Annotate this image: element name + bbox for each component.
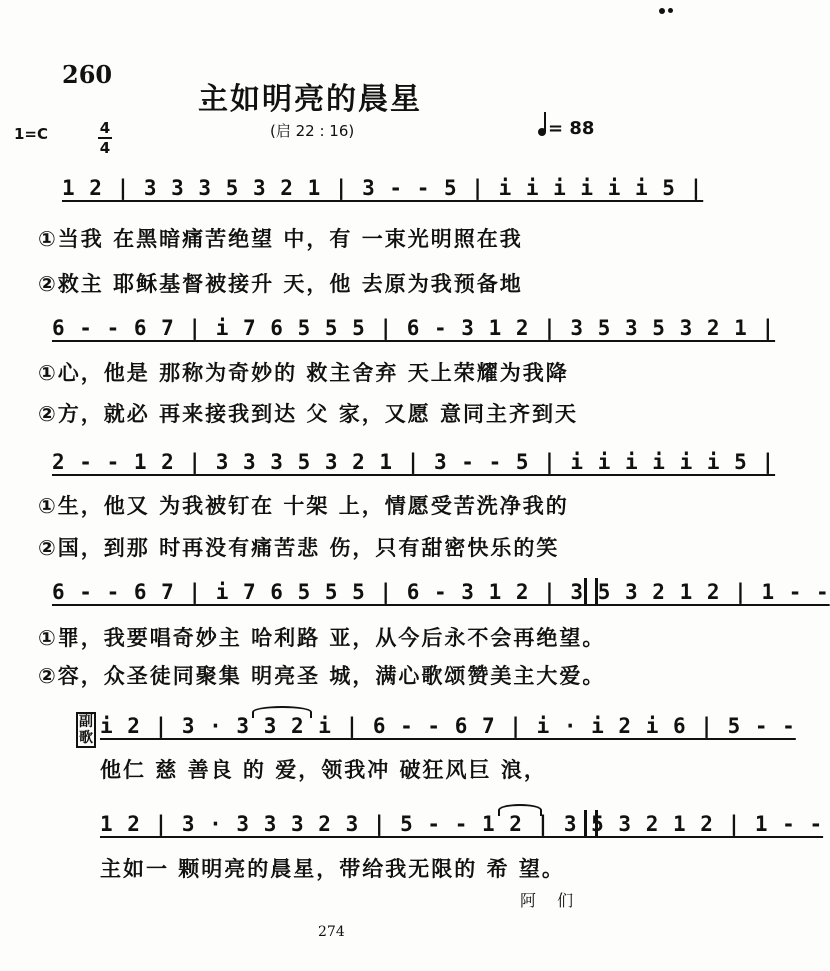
time-denominator: 4 xyxy=(99,139,111,157)
lyric-verse2-line3: ②国，到那 时再没有痛苦悲 伤，只有甜密快乐的笑 xyxy=(38,536,560,560)
hymn-title: 主如明亮的晨星 xyxy=(198,82,422,117)
lyric-verse2-line1: ②救主 耶稣基督被接升 天，他 去原为我预备地 xyxy=(38,272,523,296)
final-barline xyxy=(584,578,598,606)
scripture-reference: (启 22 : 16) xyxy=(270,122,355,140)
lyric-verse2-line2: ②方，就必 再来接我到达 父 家，又愿 意同主齐到天 xyxy=(38,402,579,426)
notation-line-3: 2 - - 1 2 | 3 3 3 5 3 2 1 | 3 - - 5 | i i i i i i 5 | xyxy=(52,450,776,474)
scan-artifact xyxy=(659,8,665,14)
chorus-notation-line-2: 1 2 | 3 · 3 3 3 2 3 | 5 - - 1 2 | 3 5 3 2 1 2 | 1 - - xyxy=(100,812,824,836)
scan-artifact xyxy=(668,8,673,13)
lyric-verse1-line1: ①当我 在黑暗痛苦绝望 中，有 一束光明照在我 xyxy=(38,227,523,251)
chorus-lyric-line-2: 主如一 颗明亮的晨星，带给我无限的 希 望。 xyxy=(100,857,565,881)
lyric-verse1-line3: ①生，他又 为我被钉在 十架 上，情愿受苦洗净我的 xyxy=(38,494,569,518)
notation-line-1: 1 2 | 3 3 3 5 3 2 1 | 3 - - 5 | i i i i i i 5 | xyxy=(62,176,704,200)
hymn-number: 260 xyxy=(62,60,113,89)
time-signature xyxy=(98,120,112,156)
quarter-note-icon xyxy=(538,128,546,136)
tempo-value: = 88 xyxy=(548,118,595,139)
time-numerator: 4 xyxy=(99,119,111,137)
chorus-notation-line-1: i 2 | 3 · 3 3 2 i | 6 - - 6 7 | i · i 2 i 6 | 5 - - xyxy=(100,714,796,738)
key-signature: 1=C xyxy=(14,125,49,143)
tempo-marking xyxy=(538,118,594,139)
lyric-verse1-line2: ①心，他是 那称为奇妙的 救主舍弃 天上荣耀为我降 xyxy=(38,361,569,385)
amen-lyric: 阿 们 xyxy=(520,891,582,910)
chorus-lyric-line-1: 他仁 慈 善良 的 爱，领我冲 破狂风巨 浪， xyxy=(100,758,547,782)
notation-line-4: 6 - - 6 7 | i 7 6 5 5 5 | 6 - 3 1 2 | 3 5 3 2 1 2 | 1 - - xyxy=(52,580,830,604)
lyric-verse2-line4: ②容，众圣徒同聚集 明亮圣 城，满心歌颂赞美主大爱。 xyxy=(38,664,606,688)
page-number: 274 xyxy=(318,924,345,940)
notation-line-2: 6 - - 6 7 | i 7 6 5 5 5 | 6 - 3 1 2 | 3 5 3 5 3 2 1 | xyxy=(52,316,776,340)
final-barline xyxy=(584,810,598,838)
lyric-verse1-line4: ①罪，我要唱奇妙主 哈利路 亚，从今后永不会再绝望。 xyxy=(38,626,606,650)
chorus-label: 副歌 xyxy=(76,712,96,748)
